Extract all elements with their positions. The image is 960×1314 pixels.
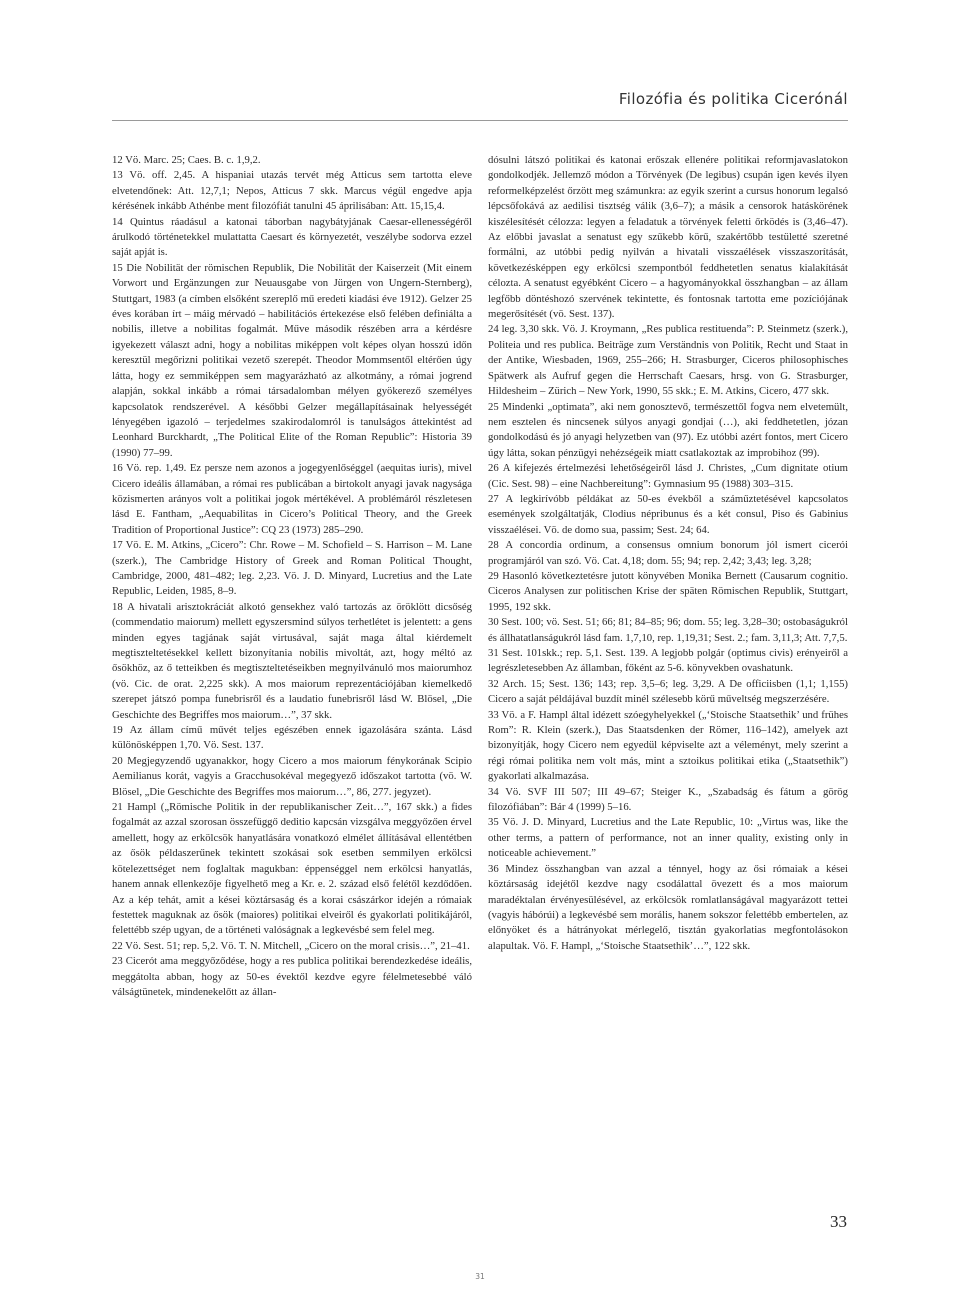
footnote-28: 28 A concordia ordinum, a consensus omnium bonorum jól ismert cicerói programjáról van szó. Vö. Cat. 4,18; dom. 55; 94; rep. 2,42; 3,43; leg. 3,28; bbox=[488, 539, 848, 567]
footnote-19: 19 Az állam című művét teljes egészében ennek igazolására szánta. Lásd különösképpen 1,70. Vö. Sest. 137. bbox=[112, 724, 472, 752]
header-rule bbox=[112, 120, 848, 121]
footnote-13: 13 Vö. off. 2,45. A hispaniai utazás tervét még Atticus sem tartotta eleve elvetendőnek: Att. 12,7,1; Nepos, Atticus 7 skk. Marcus végül engedve apja kérésének inkább Athénbe ment filozófiát tanulni 45 áprilisában: Att. 15,15,4. bbox=[112, 169, 472, 213]
footnote-26: 26 A kifejezés értelmezési lehetőségeiről lásd J. Christes, „Cum dignitate otium (Cic. Sest. 98) – eine Nachbereitung”: Gymnasium 95 (1988) 303–315. bbox=[488, 462, 848, 490]
footnote-27: 27 A legkirívóbb példákat az 50-es évekből a száműztetésével kapcsolatos események szolgáltatják, Clodius népribunus és a két consul, Piso és Gabinius visszaélései. Vö. de domo sua, passim; Sest. 24; 64. bbox=[488, 492, 848, 536]
footnote-24: 24 leg. 3,30 skk. Vö. J. Kroymann, „Res publica restituenda”: P. Steinmetz (szerk.), Politeia und res publica. Beiträge zum Verständnis von Politik, Recht und Staat in der Antike, Wiesbaden, 1969, 255–266; H. Strasburger, Ciceros philosophisches Spätwerk als Aufruf gegen die Herrschaft Caesars, hrsg. von G. Strasburger, Hildesheim – Zürich – New York, 1990, 55 skk.; E. M. Atkins, Cicero, 477 skk. bbox=[488, 323, 848, 398]
footnote-17: 17 Vö. E. M. Atkins, „Cicero”: Chr. Rowe – M. Schofield – S. Harrison – M. Lane (szerk.), The Cambridge History of Greek and Roman Political Thought, Cambridge, 2000, 481–482; leg. 2,23. Vö. J. D. Minyard, Lucretius and the Late Republic, Leiden, 1985, 8–9. bbox=[112, 539, 472, 598]
footnote-25: 25 Mindenki „optimata”, aki nem gonosztevő, természettől fogva nem elvetemült, nem esztelen és nincsenek súlyos anyagi gondjai (…), aki feddhetetlen, józan gondolkodású és jó anyagi helyzetben van (97). Ez utóbbi azért fontos, mert Cicero úgy látta, sokan pénzügyi nehézségeik miatt csatlakoztak az improbihoz (99). bbox=[488, 400, 848, 459]
footnote-35: 35 Vö. J. D. Minyard, Lucretius and the Late Republic, 10: „Virtus was, like the other terms, a pattern of performance, not an inner quality, existing only in noticeable achievement.” bbox=[488, 816, 848, 860]
footnote-20: 20 Megjegyzendő ugyanakkor, hogy Cicero a mos maiorum fénykorának Scipio Aemilianus korát, vagyis a Gracchusokéval megegyező időszakot tartotta (vö. W. Blösel, „Die Geschichte des Begriffes mos maiorum…”, 86, 277. jegyzet). bbox=[112, 754, 472, 798]
footnotes-left-column bbox=[112, 153, 472, 1000]
footnote-31: 31 Sest. 101skk.; rep. 5,1. Sest. 139. A legjobb polgár (optimus civis) erényeiről a legrészletesebben Az államban, főként az 5-6. könyvekben ovashatunk. bbox=[488, 647, 848, 675]
footnote-14: 14 Quintus ráadásul a katonai táborban nagybátyjának Caesar-ellenességéről árulkodó történetekkel mulattatta Caesart és környezetét, veszélybe sodorva ezzel saját apját is. bbox=[112, 215, 472, 259]
footnote-30: 30 Sest. 100; vö. Sest. 51; 66; 81; 84–85; 96; dom. 55; leg. 3,28–30; ostobaságukról és állhatatlanságukról lásd fam. 1,7,10, rep. 1,19,31; Sest. 2.; fam. 3,11,3; Att. 7,7,5. bbox=[488, 616, 848, 644]
footer-sheet-number: 31 bbox=[475, 1272, 485, 1281]
footnote-23-continued: dósulni látszó politikai és katonai erőszak ellenére politikai reformjavaslatokon gondolkodjék. Jellemző módon a Törvények (De legibus) csupán igen kevés ilyen reformelképzelést őrzött meg számunkra: az egyik szerint a cursus honorum legalsó lépcsőfokává az aedilisi tisztség válik (3,6–7); a másik a censorok hatáskörének kiszélesítését célozza: legyen a feladatuk a törvények feletti őrködés is (3,46–47). Az előbbi javaslat a senatust egy szűkebb körű, szakértőbb testületté szeretné formálni, az utóbbi pedig nyilván a hivatali visszaélések visszaszorítását, következésképpen egy erkölcsi szempontból feddhetetlen senatus kialakítását célozta. A senatust egyébként Cicero – a hagyományokkal összhangban – az állam legfőbb döntéshozó szervének tekintette, és fontosnak tartotta eme pozíciójának megerősítését (vö. Sest. 137). bbox=[488, 154, 848, 321]
page-number: 33 bbox=[830, 1212, 847, 1231]
footnote-23: 23 Cicerót ama meggyőződése, hogy a res publica politikai berendezkedése ideális, meggátolta abban, hogy az 50-es évektől kezdve egyre félelmetesebbé váló válságtünetek, mindenekelőtt az állan- bbox=[112, 955, 472, 998]
footnote-29: 29 Hasonló következtetésre jutott könyvében Monika Bernett (Causarum cognitio. Ciceros Analysen zur politischen Krise der späten Römischen Republik, Stuttgart, 1995, 192 skk. bbox=[488, 569, 848, 613]
footnote-33: 33 Vö. a F. Hampl által idézett szóegyhelyekkel („‘Stoische Staatsethik’ und frühes Rom”: R. Klein (szerk.), Das Staatsdenken der Römer, 116–142), amelyek azt bizonyítják, hogy Cicero nem egyedül képviselte azt a véleményt, mely szerint a régi római politika nem volt más, mint a sztoikus politikai etika („Staatsethik”) gyakorlati alkalmazása. bbox=[488, 708, 848, 783]
footnote-36: 36 Mindez összhangban van azzal a ténnyel, hogy az ősi rómaiak a kései köztársaság idejétől kezdve nagy csodálattal övezett és a mos maiorum maradéktalan érvényesülésével, az erkölcsök romlatlanságával magyarázott tettei (vagyis hábórúi) a legkevésbé sem morális, hanem sokszor felettébb embertelen, az előnyöket és a hátrányokat mérlegelő, tisztán gyakorlatias megfontolásokon alapultak. Vö. F. Hampl, „‘Stoische Staatsethik’…”, 122 skk. bbox=[488, 862, 848, 952]
footnote-16: 16 Vö. rep. 1,49. Ez persze nem azonos a jogegyenlőséggel (aequitas iuris), mivel Cicero ideális államában, a római res publicában a birtokolt anyagi javak nagysága közismerten arányos volt a politikai jogok mértékével. A problémáról részletesen lásd E. Fantham, „Aequabilitas in Cicero’s Political Theory, and the Greek Tradition of Proportional Justice”: CQ 23 (1973) 285–290. bbox=[112, 462, 472, 536]
footnote-34: 34 Vö. SVF III 507; III 49–67; Steiger K., „Szabadság és fátum a görög filozófiában”: Bár 4 (1999) 5–16. bbox=[488, 785, 848, 814]
footnote-15: 15 Die Nobilität der römischen Republik, Die Nobilität der Kaiserzeit (Mit einem Vorwort und Ergänzungen zur Neuausgabe von Jürgen von Ungern-Sternberg), Stuttgart, 1983 (a címben elsőként szereplő mű eredeti kiadási éve 1912). Gelzer 25 éves korában írt – máig mérvadó – habilitációs értekezése első felében definiálta a nobilis, illetve a nobilitas fogalmát. Műve második részében arra a kérdésre igyekezett választ adni, hogy a nobilitas miképpen volt képes olyan hosszú időn keresztül megőrizni politikai vezető szerepét. Theodor Mommsentől eltérően úgy látta, hogy ez semmiképpen sem magyarázható az alkotmány, a római jogrend alapján, sokkal inkább a római társadalomban mélyen gyökerező személyes kapcsolatok rendszerével. A későbbi Gelzer megállapításainak helyességét lényegében igazoló – terjedelmes szakirodalomról is tanulságos áttekintést ad Leonhard Burckhardt, „The Political Elite of the Roman Republic”: Historia 39 (1990) 77–99. bbox=[112, 261, 472, 459]
footnotes-right-column bbox=[488, 153, 848, 954]
footnote-22: 22 Vö. Sest. 51; rep. 5,2. Vö. T. N. Mitchell, „Cicero on the moral crisis…”, 21–41. bbox=[112, 939, 470, 952]
footnote-12: 12 Vö. Marc. 25; Caes. B. c. 1,9,2. bbox=[112, 154, 261, 166]
footnote-18: 18 A hivatali arisztokráciát alkotó gensekhez való tartozás az öröklött dicsőség (commendatio maiorum) mellett egyszersmind súlyos terhetlétet is jelentett: a gens minden egyes tagjának saját virtusával, saját maga által kiérdemelt megtiszteltetésekkel kellett bizonyítania nobilis mivoltát, azt, hogy méltó az ősökhöz, az ő tetteikben és megtiszteltetéseikben megnyilvánuló mos maiorumhoz (vö. Cic. de orat. 2,225 skk). A mos maiorum reprezentációjában kiemelkedő szerepet játszó pompa funebrisről és a laudatio funebrisről lásd W. Blösel, „Die Geschichte des Begriffes mos maiorum…”, 37 skk. bbox=[112, 600, 472, 721]
footnote-32: 32 Arch. 15; Sest. 136; 143; rep. 3,5–6; leg. 3,29. A De officiisben (1,1; 1,155) Cicero a saját példájával buzdít minél szélesebb körű műveltség megszerzésére. bbox=[488, 677, 848, 706]
page-header-title: Filozófia és politika Cicerónál bbox=[618, 90, 848, 108]
footnote-21: 21 Hampl („Römische Politik in der republikanischer Zeit…”, 167 skk.) a fides fogalmát az azzal szorosan összefüggő deditio kapcsán vizsgálva meggyőzően érvel amellett, hogy az erkölcsök hanyatlására vonatkozó elmélet állításával ellentétben az ősök példaszerűnek tekintett szokásai sok esetben semmilyen erkölcsi kötelezettséget nem foglaltak magukban: éppenséggel nem erkölcsi hanyatlás, hanem annak ellenkezője figyelhető meg a Kr. e. 2. század első felétől kezdődően. Az a kép tehát, amit a kései köztársaság és a korai császárkor idején a rómaiak festettek maguknak az ősök (maiores) politikai elveiről és gyakorlati politikájáról, felettébb szép ugyan, de a történeti valóságnak a legkevésbé sem felel meg. bbox=[112, 801, 472, 937]
